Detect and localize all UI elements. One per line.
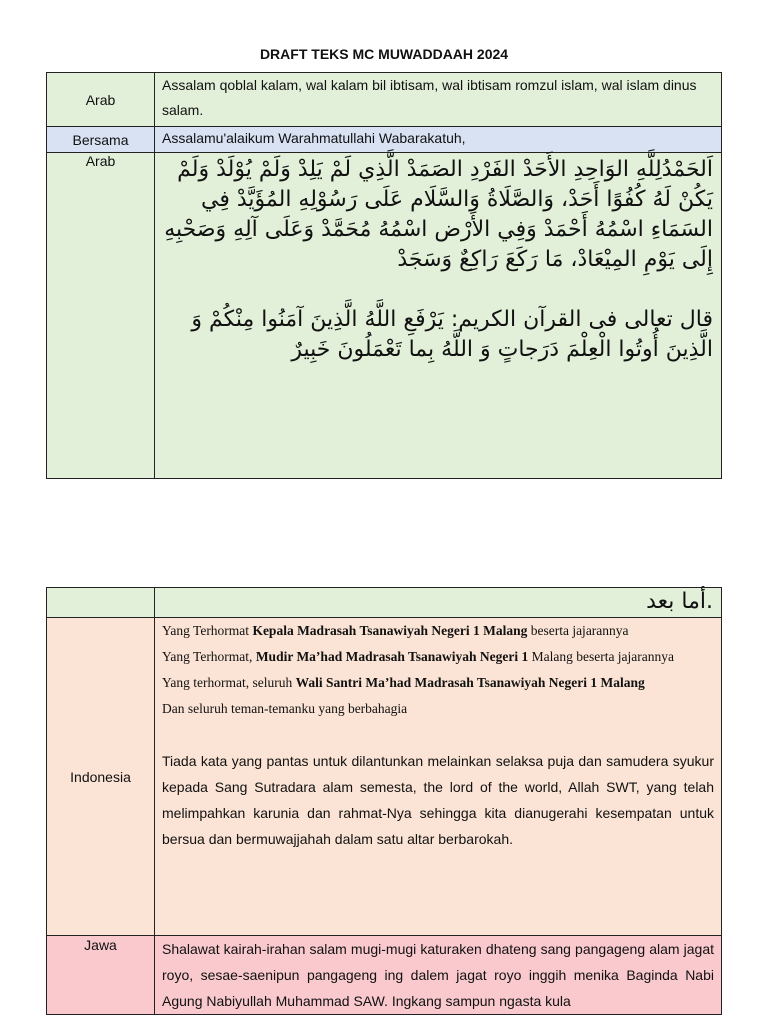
greeting-cell: [155, 618, 722, 936]
greeting-line: Yang Terhormat, Mudir Ma’had Madrasah Tsanawiyah Negeri 1 Malang beserta jajarannya: [162, 649, 675, 664]
table-row: [47, 618, 722, 936]
greeting-line: Yang terhormat, seluruh Wali Santri Ma’had Madrasah Tsanawiyah Negeri 1 Malang: [162, 675, 645, 690]
opening-table: [46, 72, 722, 479]
greeting-line: Yang Terhormat Kepala Madrasah Tsanawiyah Negeri 1 Malang beserta jajarannya: [162, 623, 629, 638]
document-title: DRAFT TEKS MC MUWADDAAH 2024: [259, 46, 509, 62]
javanese-paragraph: Shalawat kairah-irahan salam mugi-mugi katuraken dhateng sang pangageng alam jagat royo, sesae-saenipun pangageng ing dalem jagat royo inggih menika Baginda Nabi Agung Nabiyullah Muhammad SAW. Ingkang sampun ngasta kula: [162, 941, 714, 1009]
main-table: [46, 587, 722, 1015]
row-text: Assalamu'alaikum Warahmatullahi Wabarakatuh,: [155, 127, 722, 153]
table-row: [47, 73, 722, 127]
greeting-line: Dan seluruh teman-temanku yang berbahagia: [162, 701, 408, 716]
row-label: Bersama: [47, 127, 155, 153]
opening-paragraph: Tiada kata yang pantas untuk dilantunkan melainkan selaksa puja dan samudera syukur kepada Sang Sutradara alam semesta, the lord of the world, Allah SWT, yang telah melimpahkan karunia dan rahmat-Nya sehingga kita dianugerahi kesempatan untuk bersua dan bermuwajjahah dalam satu altar berbarokah.: [162, 753, 714, 847]
row-label: Arab: [47, 73, 155, 127]
row-label: Jawa: [47, 936, 155, 1015]
row-label: Arab: [47, 153, 155, 479]
table-row: [47, 936, 722, 1015]
arabic-quran-paragraph: قال تعالى فى القرآن الكريم: يَرْفَعِ اللَّهُ الَّذِينَ آمَنُوا مِنْكُمْ وَ الَّذِينَ أُوتُوا الْعِلْمَ دَرَجاتٍ وَ اللَّهُ بِما تَعْمَلُونَ خَبِيرٌ: [191, 307, 713, 362]
table-row: [47, 153, 722, 479]
arabic-text-cell: [155, 153, 722, 479]
arabic-praise-paragraph: اَلحَمْدُلِلَّهِ الوَاحِدِ الأَحَدْ الفَرْدِ الصَمَدْ الَّذِي لَمْ يَلِدْ وَلَمْ يُوْلَدْ وَلَمْ يَكُنْ لَهُ كُفُوًا أَحَدْ، وَالصَّلَاةُ وَالسَّلَام عَلَى رَسُوْلِهِ المُؤَيَّدْ فِي السَمَاءِ اسْمُهُ أَحْمَدْ وَفِي الأَرْض اسْمُهُ مُحَمَّدْ وَعَلَى آلِهِ وَصَحْبِهِ إِلَى يَوْمِ المِيْعَادْ، مَا رَكَعَ رَاكِعٌ وَسَجَدْ: [164, 157, 713, 272]
table-row: [47, 127, 722, 153]
row-label: [47, 588, 155, 618]
row-label: Indonesia: [47, 618, 155, 936]
row-text: Assalam qoblal kalam, wal kalam bil ibtisam, wal ibtisam romzul islam, wal islam dinus salam.: [155, 73, 722, 127]
table-row: [47, 588, 722, 618]
javanese-cell: [155, 936, 722, 1015]
amma-bad-text: .أما بعد: [155, 588, 722, 618]
